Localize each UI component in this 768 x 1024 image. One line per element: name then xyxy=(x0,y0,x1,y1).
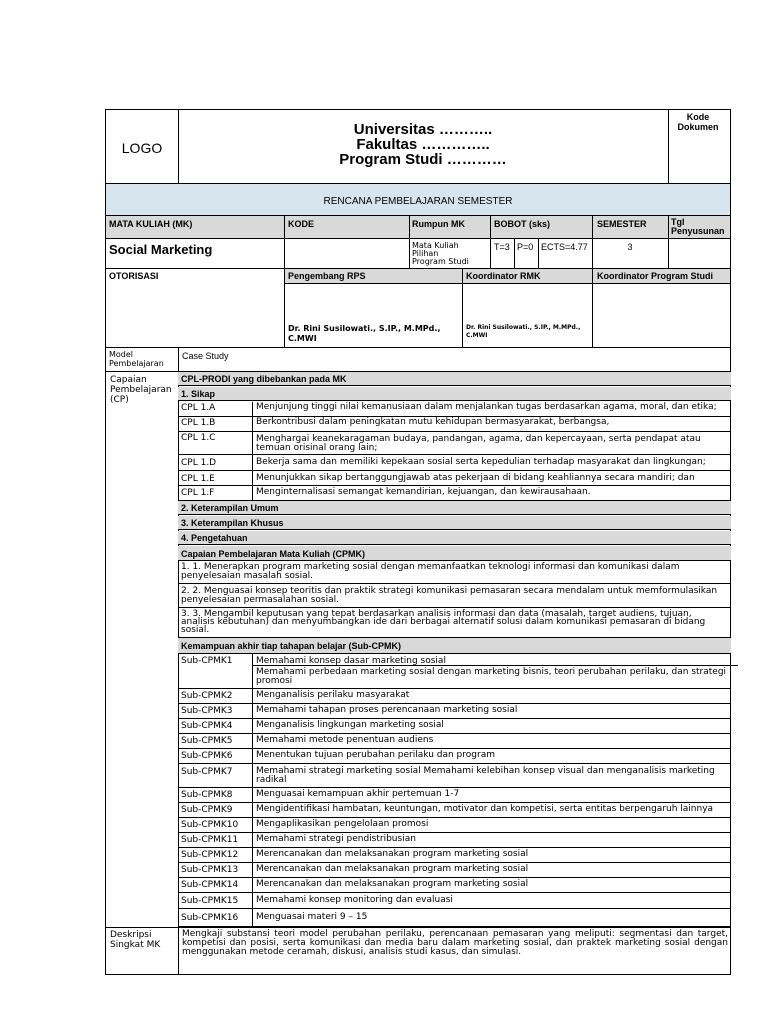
sub-cpmk-code: Sub-CPMK7 xyxy=(178,764,253,787)
cpmk-text: 1. 1. Menerapkan program marketing sosial dengan memanfaatkan teknologi informasi dan komunikasi dalam penyelesaian masalah sosial. xyxy=(181,562,680,581)
pengembang-name: Dr. Rini Susilowati., S.IP., M.MPd., C.MWI xyxy=(288,324,441,343)
rmk-name: Dr. Rini Susilowati., S.IP., M.MPd., C.MWI xyxy=(466,324,581,339)
sub-cpmk-code: Sub-CPMK1 xyxy=(178,654,253,688)
cpl-text: Menjunjung tinggi nilai kemanusiaan dalam menjalankan tugas berdasarkan agama, moral, dan etika; xyxy=(256,402,717,412)
sub-cpmk-row xyxy=(178,719,731,734)
koordinator-rmk-header: Koordinator RMK xyxy=(466,271,541,281)
cpl-row xyxy=(178,486,731,501)
sikap-header: 1. Sikap xyxy=(181,389,216,399)
document-title: RENCANA PEMBELAJARAN SEMESTER xyxy=(323,196,513,207)
sub-cpmk-text: Merencanakan dan melaksanakan program marketing sosial xyxy=(256,864,529,874)
sub-cpmk-code: Sub-CPMK4 xyxy=(178,719,253,733)
sub-cpmk-text: Menguasai kemampuan akhir pertemuan 1-7 xyxy=(256,789,460,799)
sub-cpmk-code: Sub-CPMK11 xyxy=(178,833,253,847)
sub-cpmk-code: Sub-CPMK14 xyxy=(178,878,253,892)
cpl-code: CPL 1.B xyxy=(178,417,253,431)
deskripsi-label: Deskripsi Singkat MK xyxy=(110,930,161,950)
sub-cpmk-text: Menguasai materi 9 – 15 xyxy=(256,912,368,922)
sub-cpmk-row xyxy=(178,764,731,788)
bobot-t: T=3 xyxy=(494,242,510,252)
semester-header: SEMESTER xyxy=(597,219,647,229)
university-name: Universitas ……….. xyxy=(353,121,493,138)
kode-header: KODE xyxy=(288,219,315,229)
cpmk-row xyxy=(178,608,731,638)
sub-cpmk-row xyxy=(178,734,731,749)
sub-cpmk-row xyxy=(178,833,731,848)
cpmk-text: 2. 2. Menguasai konsep teoritis dan praktik strategi komunikasi pemasaran secara mendalam untuk memformulasikan penyelesaian permasalahan sosial. xyxy=(181,586,718,605)
course-name: Social Marketing xyxy=(109,242,213,257)
sub-cpmk-code: Sub-CPMK6 xyxy=(178,749,253,763)
cpl-code: CPL 1.C xyxy=(178,432,253,454)
sub-cpmk-row xyxy=(178,689,731,704)
pengembang-header: Pengembang RPS xyxy=(288,271,366,281)
sub-cpmk-text: Memahami konsep monitoring dan evaluasi xyxy=(256,895,453,905)
pengetahuan-header: 4. Pengetahuan xyxy=(181,533,248,543)
sub-cpmk-row xyxy=(178,893,731,909)
sub-cpmk-code: Sub-CPMK12 xyxy=(178,848,253,862)
cpl-row xyxy=(178,417,731,432)
mk-header: MATA KULIAH (MK) xyxy=(109,219,193,229)
rumpun-value: Mata Kuliah Pilihan Program Studi xyxy=(412,242,469,266)
sub-cpmk-text: Memahami strategi marketing sosial Memahami kelebihan konsep visual dan menganalisis marketing radikal xyxy=(256,766,715,785)
cpl-row xyxy=(178,402,731,417)
sub-cpmk-text: Memahami perbedaan marketing sosial dengan marketing bisnis, teori perubahan perilaku, dan strategi promosi xyxy=(256,667,727,686)
sub-cpmk-code: Sub-CPMK9 xyxy=(178,803,253,817)
koordinator-prodi-header: Koordinator Program Studi xyxy=(597,271,714,281)
semester-value: 3 xyxy=(627,242,633,252)
sub-cpmk-row xyxy=(178,863,731,878)
sub-cpmk-row xyxy=(178,909,731,927)
cpmk-row xyxy=(178,561,731,584)
cpmk-row xyxy=(178,584,731,608)
bobot-header: BOBOT (sks) xyxy=(494,219,551,229)
sub-cpmk-row xyxy=(178,654,731,689)
cpl-code: CPL 1.D xyxy=(178,455,253,470)
sub-cpmk-text: Mengidentifikasi hambatan, keuntungan, motivator dan kompetisi, serta entitas berpengaruh lainnya xyxy=(256,804,714,814)
sub-cpmk-code: Sub-CPMK13 xyxy=(178,863,253,877)
tgl-header: Tgl Penyusunan xyxy=(671,217,725,236)
program-name: Program Studi ………… xyxy=(339,151,507,168)
cpl-code: CPL 1.F xyxy=(178,486,253,500)
sub-cpmk-text: Menganalisis lingkungan marketing sosial xyxy=(256,720,444,730)
sub-cpmk-text: Memahami strategi pendistribusian xyxy=(256,834,416,844)
model-value: Case Study xyxy=(182,351,229,361)
sub-cpmk-row xyxy=(178,749,731,764)
sub-cpmk-code: Sub-CPMK2 xyxy=(178,689,253,703)
sub-cpmk-row xyxy=(178,803,731,818)
sub-cpmk-row xyxy=(178,848,731,863)
cpl-code: CPL 1.E xyxy=(178,471,253,485)
cpmk-header: Capaian Pembelajaran Mata Kuliah (CPMK) xyxy=(181,549,366,559)
model-label: Model Pembelajaran xyxy=(109,350,164,368)
rumpun-header: Rumpun MK xyxy=(412,219,465,229)
cpmk-text: 3. 3. Mengambil keputusan yang tepat berdasarkan analisis informasi dan data (masalah, target audiens, tujuan, analisis kebutuhan) dan menyumbangkan ide dari berbagai alternatif solusi dalam komunikasi pemasaran di bidang sosial. xyxy=(181,609,706,635)
sub-cpmk-text: Menganalisis perilaku masyarakat xyxy=(256,690,410,700)
sub-cpmk-text: Memahami konsep dasar marketing sosial xyxy=(256,656,446,666)
doc-code-label: Kode Dokumen xyxy=(677,112,719,132)
sub-cpmk-text: Memahami tahapan proses perencanaan marketing sosial xyxy=(256,705,518,715)
sub-cpmk-text: Merencanakan dan melaksanakan program marketing sosial xyxy=(256,849,529,859)
sub-cpmk-code: Sub-CPMK3 xyxy=(178,704,253,718)
sub-cpmk-text: Merencanakan dan melaksanakan program marketing sosial xyxy=(256,879,529,889)
cpl-text: Menghargai keanekaragaman budaya, pandangan, agama, dan kepercayaan, serta pendapat atau temuan orisinal orang lain; xyxy=(256,434,701,453)
sub-cpmk-text: Memahami metode penentuan audiens xyxy=(256,735,434,745)
bobot-p: P=0 xyxy=(517,242,534,252)
sub-cpmk-row xyxy=(178,818,731,833)
cpl-text: Bekerja sama dan memiliki kepekaan sosial serta kepedulian terhadap masyarakat dan lingkungan; xyxy=(256,457,706,467)
sub-cpmk-code: Sub-CPMK5 xyxy=(178,734,253,748)
cpl-row xyxy=(178,471,731,486)
sub-cpmk-text: Mengaplikasikan pengelolaan promosi xyxy=(256,819,429,829)
sub-cpmk-row xyxy=(178,704,731,719)
cpl-row xyxy=(178,455,731,471)
sub-cpmk-code: Sub-CPMK8 xyxy=(178,788,253,802)
cpl-text: Menunjukkan sikap bertanggungjawab atas pekerjaan di bidang keahliannya secara mandiri; dan xyxy=(256,473,695,483)
sub-cpmk-code: Sub-CPMK10 xyxy=(178,818,253,832)
sub-cpmk-header: Kemampuan akhir tiap tahapan belajar (Sub-CPMK) xyxy=(181,641,402,651)
logo: LOGO xyxy=(121,140,163,156)
cpl-code: CPL 1.A xyxy=(178,402,253,416)
keterampilan-khusus-header: 3. Keterampilan Khusus xyxy=(181,518,284,528)
cpl-header: CPL-PRODI yang dibebankan pada MK xyxy=(181,374,347,384)
sub-cpmk-text: Menentukan tujuan perubahan perilaku dan program xyxy=(256,750,495,760)
otorisasi-label: OTORISASI xyxy=(109,271,159,281)
keterampilan-umum-header: 2. Keterampilan Umum xyxy=(181,503,279,513)
sub-cpmk-row xyxy=(178,878,731,893)
deskripsi-text: Mengkaji substansi teori model perubahan perilaku, perencanaan pemasaran yang meliputi: segmentasi dan target, kompetisi dan posisi, serta komunikasi dan media baru dalam marketing sosial, dan praktek marketing sosial dengan menggunakan metode ceramah, diskusi, analisis studi kasus, dan simulasi. xyxy=(182,929,728,957)
cpl-text: Berkontribusi dalam peningkatan mutu kehidupan bermasyarakat, berbangsa, xyxy=(256,417,610,427)
cp-label: Capaian Pembelajaran (CP) xyxy=(110,375,172,405)
cpl-text: Menginternalisasi semangat kemandirian, kejuangan, dan kewirausahaan. xyxy=(256,487,591,497)
cpl-row xyxy=(178,432,731,455)
sub-cpmk-code: Sub-CPMK16 xyxy=(178,909,253,926)
sub-cpmk-code: Sub-CPMK15 xyxy=(178,893,253,908)
sub-cpmk-row xyxy=(178,788,731,803)
faculty-name: Fakultas ………….. xyxy=(356,136,490,153)
bobot-ects: ECTS=4.77 xyxy=(541,242,588,252)
